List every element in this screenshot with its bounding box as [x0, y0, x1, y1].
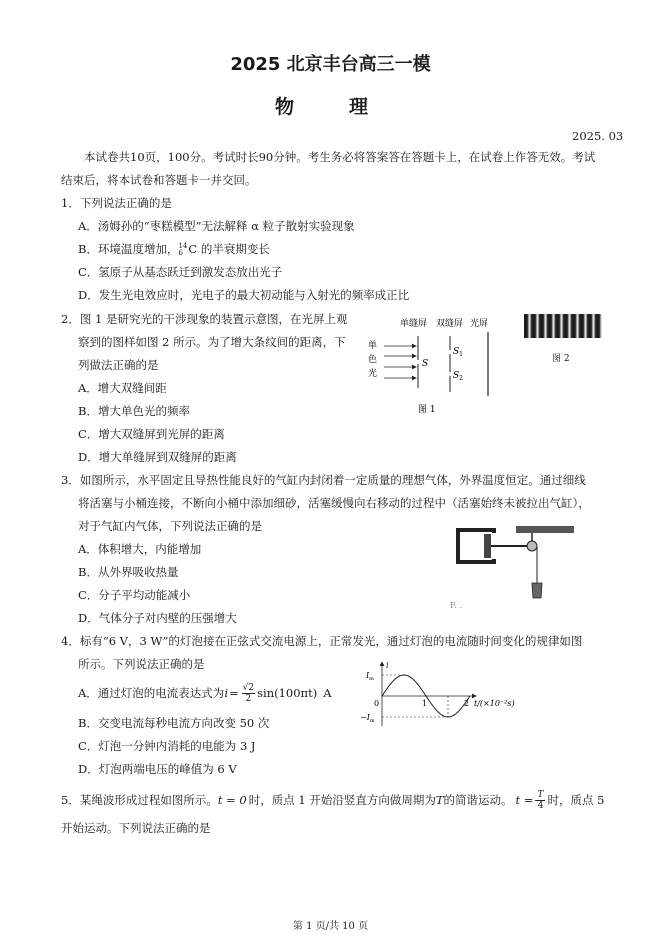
q4-option-d: D．灯泡两端电压的峰值为 6 V [78, 762, 237, 776]
q3-cylinder-figure [448, 522, 578, 612]
q5-t-zero: t = 0 [217, 793, 247, 807]
q4-option-a [78, 676, 332, 710]
q4-option-b: B．交变电流每秒电流方向改变 50 次 [78, 716, 270, 730]
peak-label: $I_m$ [366, 671, 374, 682]
q5-stem-prefix: 5．某绳波形成过程如图所示。 [61, 793, 218, 807]
q2-stem-1: 2．图 1 是研究光的干涉现象的装置示意图，在光屏上观 [61, 312, 348, 326]
q4-option-c: C．灯泡一分钟内消耗的电能为 3 J [78, 739, 256, 753]
label-s: S [422, 359, 429, 369]
trough-label: $-I_m$ [360, 713, 375, 724]
q3-stem-3: 对于气缸内气体，下列说法正确的是 [78, 519, 262, 533]
tick-1-label: 1 [422, 699, 428, 708]
q5-stem-suffix: 时，质点 5 [547, 793, 605, 807]
formula-numerator: √2 [242, 682, 255, 693]
origin-label: 0 [374, 699, 380, 708]
q3-option-a: A．体积增大，内能增加 [78, 542, 202, 556]
q3-option-d: D．气体分子对内壁的压强增大 [78, 611, 237, 625]
q2-option-c: C．增大双缝屏到光屏的距离 [78, 427, 225, 441]
q5-period-symbol: T [435, 793, 444, 807]
exam-date: 2025. 03 [572, 129, 624, 143]
label-s1: $S_1$ [453, 347, 463, 358]
isotope-mass: 14 [178, 242, 188, 250]
formula-unit: A [323, 686, 332, 700]
q4-stem-1: 4．标有“6 V，3 W”的灯泡接在正弦式交流电源上，正常发光，通过灯泡的电流随时间变化的规律如图 [61, 634, 583, 648]
figure-1-caption: 图 1 [418, 405, 436, 415]
label-s2: $S_2$ [453, 371, 463, 382]
q2-figure-1 [362, 312, 522, 420]
tick-2-label: 2 [464, 699, 470, 708]
intro-line-1: 本试卷共10页，100分。考试时长90分钟。考生务必将答案答在答题卡上，在试卷上作答无效。考试 [84, 150, 596, 164]
figure-2-caption: 图 2 [552, 354, 570, 364]
formula-i: i [224, 686, 228, 700]
q2-stem-3: 列做法正确的是 [78, 358, 159, 372]
subject-title: 物 理 [274, 96, 386, 118]
small-bucket [532, 583, 542, 598]
q3-option-b: B．从外界吸收热量 [78, 565, 179, 579]
piston [484, 534, 491, 558]
q1-option-c: C．氢原子从基态跃迁到激发态放出光子 [78, 265, 283, 279]
q2-option-b: B．增大单色光的频率 [78, 404, 190, 418]
page-footer: 第 1 页/共 10 页 [292, 921, 369, 932]
label-double-slit-screen: 双缝屏 [436, 319, 464, 329]
q2-stem-2: 察到的图样如图 2 所示。为了增大条纹间的距离，下 [78, 335, 346, 349]
q1-b-prefix: B．环境温度增加， [78, 242, 179, 256]
q2-option-a: A．增大双缝间距 [78, 381, 167, 395]
q1-option-d: D．发生光电效应时，光电子的最大初动能与入射光的频率成正比 [78, 288, 410, 302]
q5-t-equals: t = [515, 793, 534, 807]
formula-sin: sin(100πt) [257, 686, 318, 700]
label-light-1: 单 [368, 341, 378, 351]
q5-fraction-numerator: T [537, 789, 544, 800]
y-axis-label: i [386, 661, 389, 670]
q4-current-graph [360, 660, 530, 730]
q5-stem-2: 开始运动。下列说法正确的是 [61, 821, 211, 835]
q1-option-a: A．汤姆孙的“枣糕模型”无法解释 α 粒子散射实验现象 [78, 219, 355, 233]
ceiling-support [516, 526, 574, 533]
exam-title: 2025 北京丰台高三一模 [230, 54, 431, 75]
q3-stem-1: 3．如图所示，水平固定且导热性能良好的气缸内封闭着一定质量的理想气体，外界温度恒定。通过细线 [61, 473, 586, 487]
q4-a-prefix: A．通过灯泡的电流表达式为 [78, 686, 225, 700]
q5-stem-1 [61, 786, 604, 814]
q5-stem-mid-2: 的简谐运动。 [443, 793, 513, 807]
interference-pattern [524, 314, 602, 338]
figure-mark: F. . [450, 601, 462, 610]
label-single-slit-screen: 单缝屏 [400, 319, 428, 329]
formula-equals: = [229, 686, 239, 700]
label-light-2: 色 [368, 355, 378, 365]
q3-option-c: C．分子平均动能减小 [78, 588, 191, 602]
label-light-screen: 光屏 [470, 319, 489, 329]
label-light-3: 光 [368, 369, 378, 379]
pulley [527, 541, 537, 551]
formula-denominator: 2 [245, 693, 252, 704]
isotope-z: 6 [178, 249, 183, 257]
q5-fraction-denominator: 4 [537, 800, 544, 811]
q1-option-b [78, 241, 270, 257]
q3-stem-2: 将活塞与小桶连接，不断向小桶中添加细砂，活塞缓慢向右移动的过程中（活塞始终未被拉出气缸）， [78, 496, 590, 510]
intro-line-2: 结束后，将本试卷和答题卡一并交回。 [61, 173, 257, 187]
q5-stem-mid: 时，质点 1 开始沿竖直方向做周期为 [248, 793, 436, 807]
q1-stem: 1．下列说法正确的是 [61, 196, 172, 210]
x-axis-label: t/(×10⁻²s) [474, 699, 515, 708]
q1-b-suffix: C 的半衰期变长 [188, 242, 270, 256]
q4-stem-2: 所示。下列说法正确的是 [78, 657, 205, 671]
q2-option-d: D．增大单缝屏到双缝屏的距离 [78, 450, 237, 464]
